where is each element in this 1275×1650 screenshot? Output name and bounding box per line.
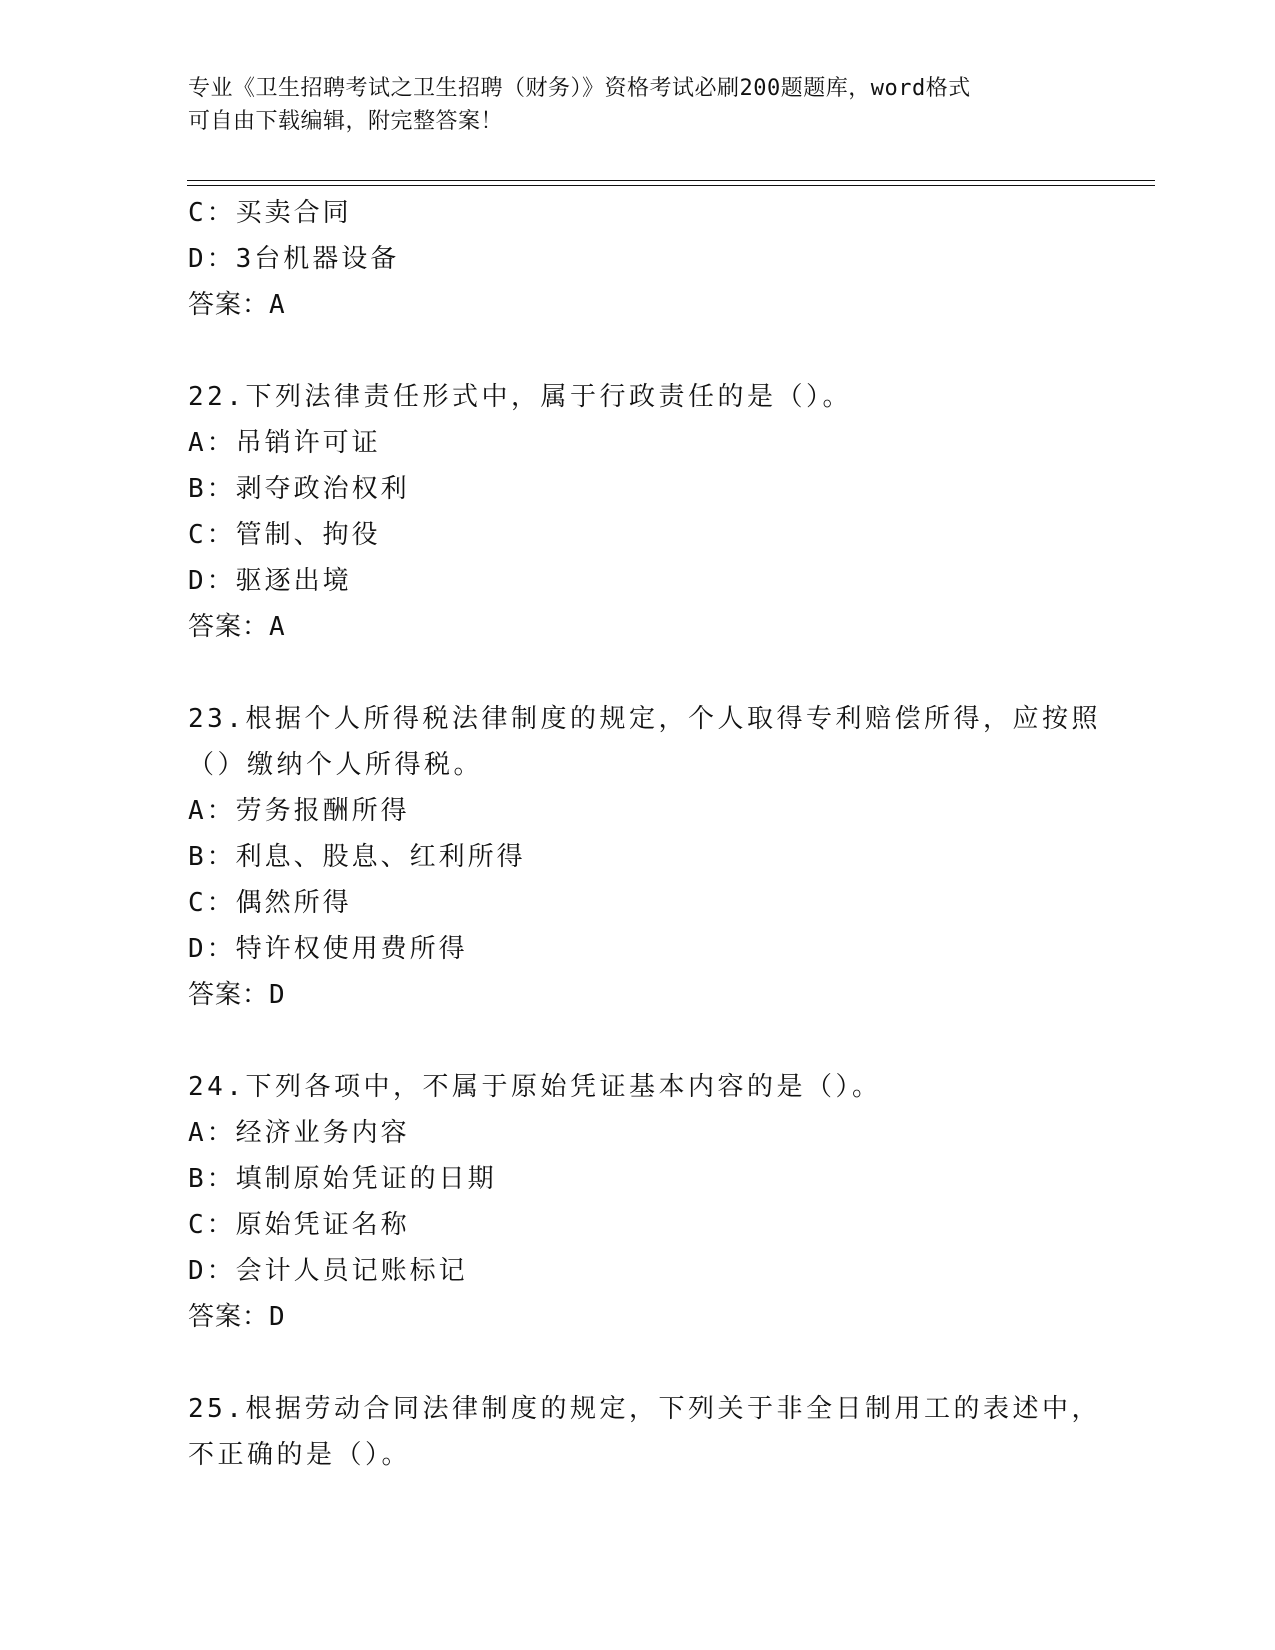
option-line: A：劳务报酬所得 — [188, 796, 410, 826]
header-divider-bottom — [187, 185, 1155, 186]
answer-line: 答案：D — [188, 1302, 286, 1332]
option-line: C：买卖合同 — [188, 198, 352, 228]
option-line: C：管制、拘役 — [188, 520, 381, 550]
option-line: B：利息、股息、红利所得 — [188, 842, 526, 872]
question-stem-continued: 不正确的是（）。 — [188, 1440, 412, 1470]
spacer — [188, 328, 1088, 374]
option-line: D：特许权使用费所得 — [188, 934, 468, 964]
question-stem-continued: （）缴纳个人所得税。 — [188, 750, 484, 780]
option-line: C：偶然所得 — [188, 888, 352, 918]
header-divider-top — [187, 180, 1155, 181]
question-block-22 — [188, 374, 1088, 650]
spacer — [188, 650, 1088, 696]
option-line: A：经济业务内容 — [188, 1118, 410, 1148]
question-list — [188, 190, 1101, 1478]
question-block-23 — [188, 696, 1101, 1018]
question-stem: 24.下列各项中，不属于原始凭证基本内容的是（）。 — [188, 1072, 882, 1102]
spacer — [188, 1018, 1088, 1064]
option-line: B：剥夺政治权利 — [188, 474, 410, 504]
spacer — [188, 1340, 1088, 1386]
option-line: A：吊销许可证 — [188, 428, 381, 458]
answer-line: 答案：A — [188, 612, 286, 642]
question-stem: 22.下列法律责任形式中，属于行政责任的是（）。 — [188, 382, 852, 412]
option-line: C：原始凭证名称 — [188, 1210, 410, 1240]
option-line: D：3台机器设备 — [188, 244, 400, 274]
question-block-25 — [188, 1386, 1101, 1478]
question-stem: 25.根据劳动合同法律制度的规定，下列关于非全日制用工的表述中， — [188, 1394, 1101, 1424]
option-line: D：会计人员记账标记 — [188, 1256, 468, 1286]
answer-line: 答案：D — [188, 980, 286, 1010]
answer-line: 答案：A — [188, 290, 286, 320]
header-title-line-2: 可自由下载编辑，附完整答案！ — [188, 109, 504, 134]
option-line: B：填制原始凭证的日期 — [188, 1164, 497, 1194]
question-block-24 — [188, 1064, 1088, 1340]
question-stem: 23.根据个人所得税法律制度的规定，个人取得专利赔偿所得，应按照 — [188, 704, 1101, 734]
document-header — [188, 72, 1088, 138]
header-title-line-1: 专业《卫生招聘考试之卫生招聘（财务）》资格考试必刷200题题库，word格式 — [188, 76, 971, 101]
option-line: D：驱逐出境 — [188, 566, 352, 596]
